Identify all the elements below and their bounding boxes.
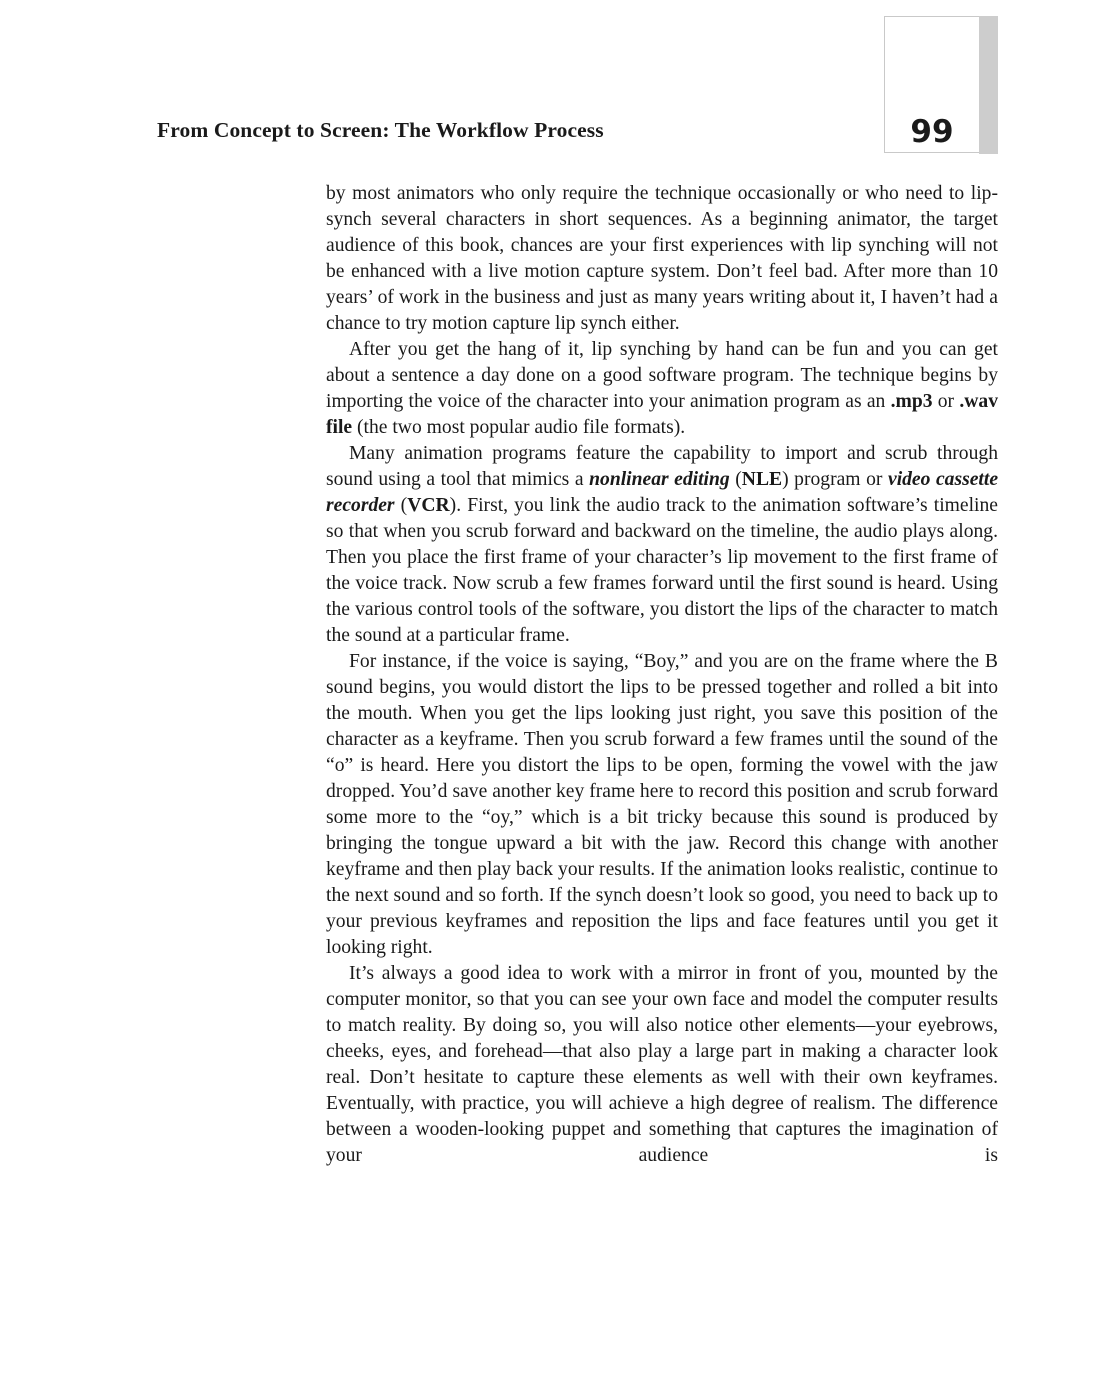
term-wav-file: .wav file — [326, 391, 998, 438]
paragraph-3-text-e: ). First, you link the audio track to the animation software’s timeline so that when you scrub forward and backward on the timeline, the audio plays along. Then you place the first frame of your character’s lip movement to the first frame of the voice track. Now scrub a few frames forward until the first sound is heard. Using the various control tools of the software, you distort the lips of the character to match the sound at a particular frame. — [326, 495, 998, 646]
paragraph-2 — [326, 337, 998, 441]
paragraph-2-text-a: After you get the hang of it, lip synching by hand can be fun and you can get about a sentence a day done on a good software program. The technique begins by importing the voice of the character into your animation program as an — [326, 339, 998, 412]
paragraph-4: For instance, if the voice is saying, “Boy,” and you are on the frame where the B sound begins, you would distort the lips to be pressed together and rolled a bit into the mouth. When you get the lips looking just right, you save this position of the character as a keyframe. Then you scrub forward a few frames until the sound of the “o” is heard. Here you distort the lips to be open, forming the vowel with the jaw dropped. You’d save another key frame here to record this position and scrub forward some more to the “oy,” which is a bit tricky because this sound is produced by bringing the tongue upward a bit with the jaw. Record this change with another keyframe and then play back your results. If the animation looks realistic, continue to the next sound and so forth. If the synch doesn’t look so good, you need to back up to your previous keyframes and reposition the lips and face features until you get it looking right. — [326, 651, 998, 958]
paragraph-3-text-d: ( — [394, 495, 408, 516]
paragraph-2-text-b: or — [932, 391, 960, 412]
body-text — [326, 181, 998, 1169]
term-mp3: .mp3 — [890, 391, 933, 412]
paragraph-2-text-c: (the two most popular audio file formats). — [352, 417, 686, 438]
paragraph-3-text-c: ) program or — [782, 469, 888, 490]
paragraph-3 — [326, 441, 998, 649]
paragraph-5: It’s always a good idea to work with a mirror in front of you, mounted by the computer monitor, so that you can see your own face and model the computer results to match reality. By doing so, you will also notice other elements—your eyebrows, cheeks, eyes, and forehead—that also play a large part in making a character look real. Don’t hesitate to capture these elements as well with their own keyframes. Eventually, with practice, you will achieve a high degree of realism. The difference between a wooden-looking puppet and something that captures the imagination of your audience is — [326, 963, 998, 1166]
term-nonlinear-editing: nonlinear editing — [589, 469, 730, 490]
running-head: From Concept to Screen: The Workflow Process — [157, 118, 604, 142]
term-nle: NLE — [741, 469, 783, 490]
term-vcr: VCR — [407, 495, 450, 516]
page-tab-edge-bar — [979, 16, 998, 154]
term-video-cassette-recorder: video cassette recorder — [326, 469, 999, 516]
paragraph-3-text-b: ( — [729, 469, 742, 490]
paragraph-3-text-a: Many animation programs feature the capability to import and scrub through sound using a tool that mimics a — [326, 443, 998, 490]
page-number: 99 — [910, 114, 954, 150]
paragraph-1: by most animators who only require the technique occasionally or who need to lip-synch several characters in short sequences. As a beginning animator, the target audience of this book, chances are your first experiences with lip synching will not be enhanced with a live motion capture system. Don’t feel bad. After more than 10 years’ of work in the business and just as many years writing about it, I haven’t had a chance to try motion capture lip synch either. — [326, 183, 998, 334]
